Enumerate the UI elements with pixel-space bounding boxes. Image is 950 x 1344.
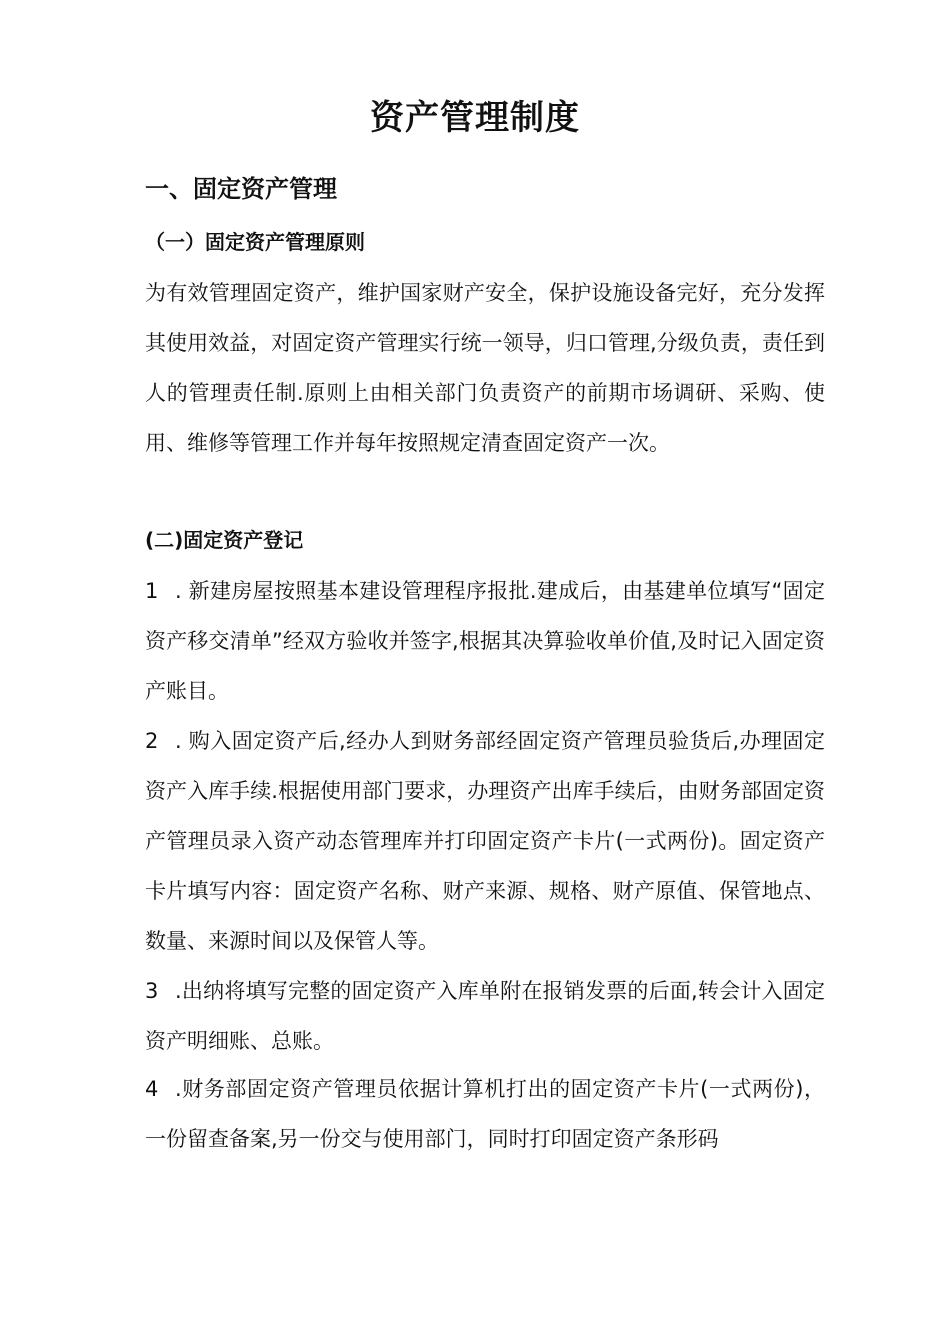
list-item [145,716,825,966]
list-item [145,1064,825,1164]
list-item-number: 4 [145,1077,159,1101]
list-item [145,966,825,1066]
list-item-text: . 新建房屋按照基本建设管理程序报批.建成后，由基建单位填写“固定资产移交清单”经双方验收并签字,根据其决算验收单价值,及时记入固定资产账目。 [145,579,825,703]
list-item-number: 3 [145,979,159,1003]
list-item-text: . 购入固定资产后,经办人到财务部经固定资产管理员验货后,办理固定资产入库手续.根据使用部门要求，办理资产出库手续后，由财务部固定资产管理员录入资产动态管理库并打印固定资产卡片(一式两份)。固定资产卡片填写内容：固定资产名称、财产来源、规格、财产原值、保管地点、数量、来源时间以及保管人等。 [145,729,825,953]
subheading-management-principles: （一）固定资产管理原则 [145,230,365,254]
subheading-asset-registration: (二)固定资产登记 [145,528,304,552]
list-item-number: 1 [145,579,159,603]
section-heading-fixed-assets: 一、固定资产管理 [145,175,337,203]
paragraph-management-principles: 为有效管理固定资产，维护国家财产安全，保护设施设备完好，充分发挥其使用效益，对固定资产管理实行统一领导，归口管理,分级负责，责任到人的管理责任制.原则上由相关部门负责资产的前期市场调研、采购、使用、维修等管理工作并每年按照规定清查固定资产一次。 [145,281,825,455]
list-item [145,566,825,716]
list-item-text: .财务部固定资产管理员依据计算机打出的固定资产卡片(一式两份)，一份留查备案,另一份交与使用部门，同时打印固定资产条形码 [145,1077,825,1151]
document-title: 资产管理制度 [370,98,580,138]
list-item-number: 2 [145,729,159,753]
list-item-text: .出纳将填写完整的固定资产入库单附在报销发票的后面,转会计入固定资产明细账、总账。 [145,979,825,1053]
